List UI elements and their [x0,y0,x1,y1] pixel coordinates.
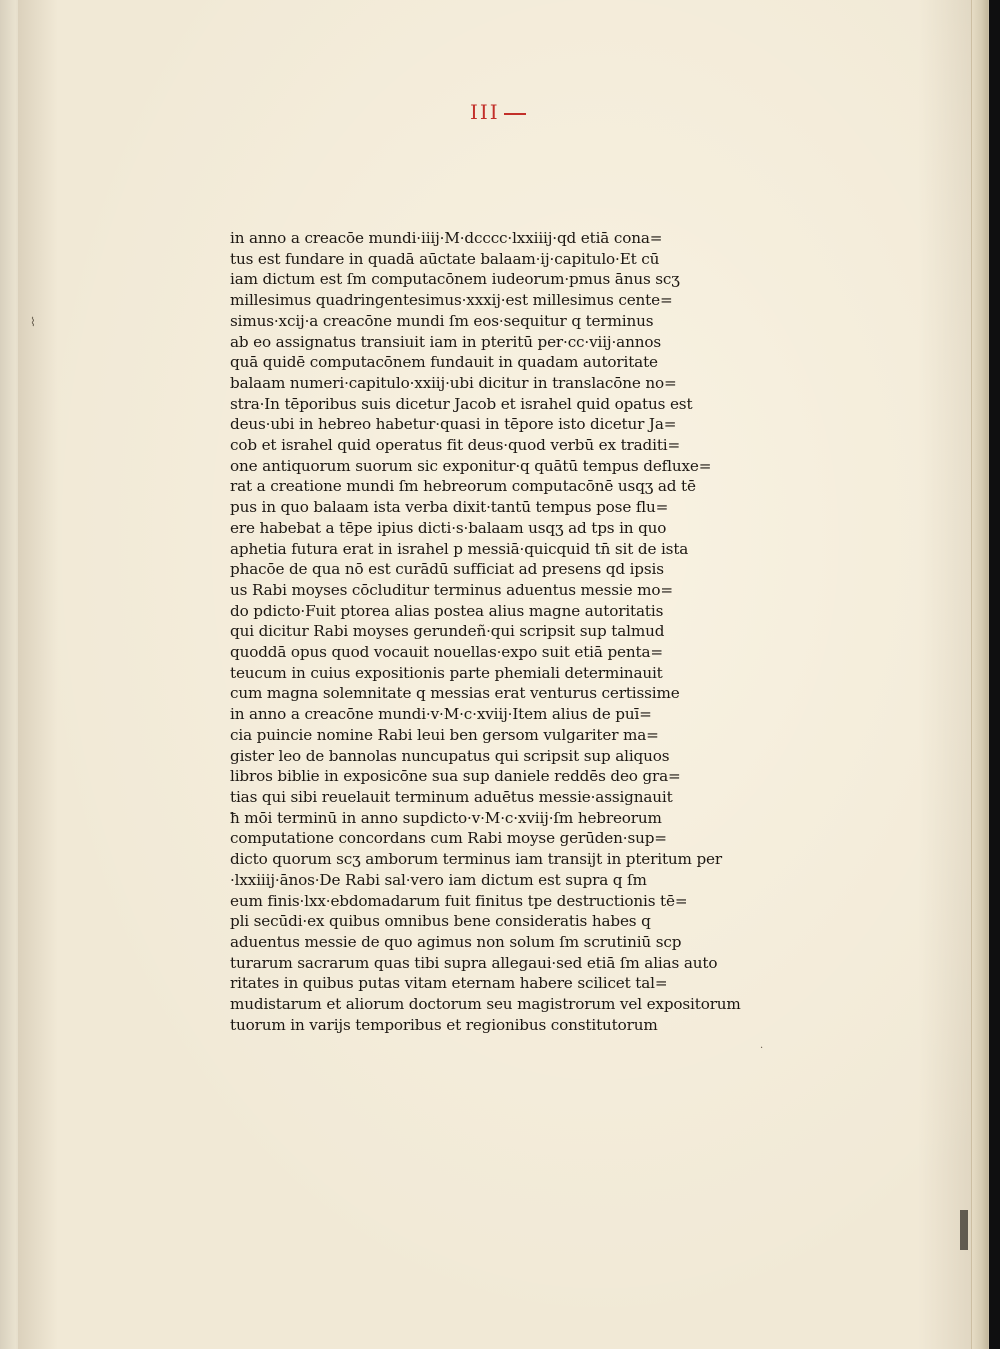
text-line: pli secūdi·ex quibus omnibus bene consideratis habes q [230,912,651,931]
text-line: iam dictum est ſm computacōnem iudeorum·pmus ānus scʒ [230,270,680,289]
text-line: ·lxxiiij·ānos·De Rabi sal·vero iam dictum est supra q ſm [230,870,647,889]
text-line: in anno a creacōe mundi·iiij·M·dcccc·lxxiiij·qd etiā cona= [230,229,663,247]
text-line: ere habebat a tēpe ipius dicti·s·balaam usqʒ ad tps in quo [230,518,667,537]
text-line: quoddā opus quod vocauit nouellas·expo suit etiā penta= [230,643,663,662]
text-line: teucum in cuius expositionis parte phemiali determinauit [230,663,663,682]
text-line: ab eo assignatus transiuit iam in pteritū per·cc·viij·annos [230,332,661,351]
folio-rule [504,113,526,115]
text-line: gister leo de bannolas nuncupatus qui scripsit sup aliquos [230,746,670,765]
text-line: eum finis·lxx·ebdomadarum fuit finitus tpe destructionis tē= [230,891,688,910]
text-line: in anno a creacōne mundi·v·M·c·xviij·Item alius de puī= [230,705,652,724]
text-line: libros biblie in exposicōne sua sup daniele reddēs deo gra= [230,767,681,786]
text-line: ħ mōi terminū in anno supdicto·v·M·c·xviij·ſm hebreorum [230,808,662,827]
text-line: tus est fundare in quadā aūctate balaam·ij·capitulo·Et cū [230,249,660,268]
text-line: dicto quorum scʒ amborum terminus iam transijt in pteritum per [230,850,722,869]
text-line: pus in quo balaam ista verba dixit·tantū tempus pose flu= [230,498,669,517]
text-line: phacōe de qua nō est curādū sufficiat ad presens qd ipsis [230,560,664,579]
text-line: millesimus quadringentesimus·xxxij·est millesimus cente= [230,291,673,310]
text-line: tuorum in varijs temporibus et regionibus constitutorum [230,1015,658,1034]
text-line: turarum sacrarum quas tibi supra allegaui·sed etiā ſm alias auto [230,953,718,972]
page-edge-mark [960,1210,968,1250]
folio-number [470,100,560,122]
text-line: cia puincie nomine Rabi leui ben gersom vulgariter ma= [230,725,659,744]
text-line: cob et israhel quid operatus fit deus·quod verbū ex traditi= [230,436,681,455]
text-line: aphetia futura erat in israhel p messiā·quicquid tn̄ sit de ista [230,539,689,558]
text-line: ritates in quibus putas vitam eternam habere scilicet tal= [230,974,668,993]
text-line: rat a creatione mundi ſm hebreorum computacōnē usqʒ ad tē [230,477,696,496]
text-line: one antiquorum suorum sic exponitur·q quātū tempus defluxe= [230,456,712,475]
text-block [230,228,770,1035]
text-line: cum magna solemnitate q messias erat venturus certissime [230,684,680,703]
text-line: quā quidē computacōnem fundauit in quadam autoritate [230,353,658,372]
text-line: us Rabi moyses cōcluditur terminus aduentus messie mo= [230,580,673,599]
margin-mark-icon: ⌇ [30,315,36,329]
text-line: do pdicto·Fuit ptorea alias postea alius magne autoritatis [230,601,664,620]
text-line: simus·xcij·a creacōne mundi ſm eos·sequitur q terminus [230,311,654,330]
folio-label: III [470,100,500,124]
text-line: aduentus messie de quo agimus non solum ſm scrutiniū scp [230,932,682,951]
text-line: tias qui sibi reuelauit terminum aduētus messie·assignauit [230,787,673,806]
text-line: balaam numeri·capitulo·xxiij·ubi dicitur in translacōne no= [230,373,677,392]
text-line: mudistarum et aliorum doctorum seu magistrorum vel expositorum [230,995,741,1014]
text-line: computatione concordans cum Rabi moyse gerūden·sup= [230,829,667,848]
trailing-mark-icon: · [760,1043,764,1054]
text-line: deus·ubi in hebreo habetur·quasi in tēpore isto dicetur Ja= [230,415,677,434]
page-edge [971,0,988,1349]
text-line: qui dicitur Rabi moyses gerundeñ·qui scripsit sup talmud [230,622,665,641]
text-line: stra·In tēporibus suis dicetur Jacob et israhel quid opatus est [230,394,693,413]
